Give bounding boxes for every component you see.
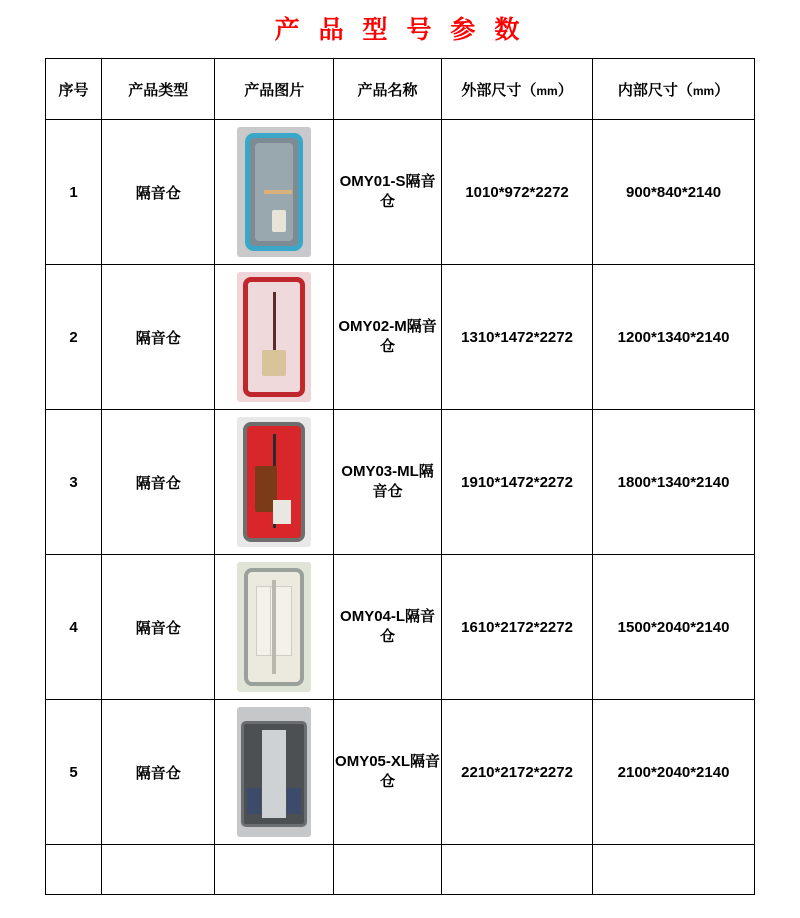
header-inner-size <box>593 59 755 120</box>
table-row <box>46 700 755 845</box>
cell-index <box>46 845 102 895</box>
header-row <box>46 59 755 120</box>
table-row <box>46 120 755 265</box>
table-body <box>46 120 755 895</box>
cell-index: 2 <box>46 265 102 410</box>
pod-frame <box>244 568 304 686</box>
cell-inner-size: 1800*1340*2140 <box>593 410 755 555</box>
cell-product-name <box>334 845 442 895</box>
spec-table-container <box>0 58 800 895</box>
pod-sofa-left <box>247 788 261 814</box>
cell-index: 4 <box>46 555 102 700</box>
cell-image <box>215 845 334 895</box>
cell-outer-size: 2210*2172*2272 <box>442 700 593 845</box>
cell-type <box>102 845 215 895</box>
cell-image <box>215 700 334 845</box>
cell-image <box>215 410 334 555</box>
cell-image <box>215 120 334 265</box>
cell-image <box>215 555 334 700</box>
page-title: 产 品 型 号 参 数 <box>274 16 526 44</box>
pod-door-right <box>270 730 286 818</box>
table-row <box>46 555 755 700</box>
cell-outer-size: 1910*1472*2272 <box>442 410 593 555</box>
header-outer-size-suffix: ） <box>557 81 573 99</box>
cell-product-name: OMY02-M隔音仓 <box>334 265 442 410</box>
cell-outer-size: 1010*972*2272 <box>442 120 593 265</box>
cell-inner-size: 1200*1340*2140 <box>593 265 755 410</box>
header-image: 产品图片 <box>215 59 334 120</box>
soundproof-pod-m-red-image <box>237 272 311 402</box>
cell-image <box>215 265 334 410</box>
cell-product-name: OMY04-L隔音仓 <box>334 555 442 700</box>
pod-frame <box>245 133 303 251</box>
pod-desk <box>264 190 292 194</box>
cell-inner-size: 900*840*2140 <box>593 120 755 265</box>
header-inner-size-text: 内部尺寸（ <box>617 81 693 99</box>
header-inner-size-suffix: ） <box>714 81 730 99</box>
pod-frame <box>243 277 305 397</box>
cell-outer-size: 1310*1472*2272 <box>442 265 593 410</box>
header-outer-size <box>442 59 593 120</box>
cell-inner-size: 1500*2040*2140 <box>593 555 755 700</box>
cell-outer-size: 1610*2172*2272 <box>442 555 593 700</box>
cell-type: 隔音仓 <box>102 410 215 555</box>
header-outer-size-text: 外部尺寸（ <box>461 81 537 99</box>
table-row <box>46 410 755 555</box>
pod-frame <box>241 721 307 827</box>
cell-inner-size: 2100*2040*2140 <box>593 700 755 845</box>
header-outer-size-unit: mm <box>536 83 558 98</box>
pod-stool <box>272 210 286 232</box>
pod-stool-right <box>270 350 286 376</box>
cell-outer-size <box>442 845 593 895</box>
pod-sofa-right <box>287 788 301 814</box>
cell-type: 隔音仓 <box>102 555 215 700</box>
table-header <box>46 59 755 120</box>
cell-product-name: OMY01-S隔音仓 <box>334 120 442 265</box>
pod-door-post <box>272 580 276 674</box>
header-name: 产品名称 <box>334 59 442 120</box>
soundproof-pod-xl-grey-image <box>237 707 311 837</box>
cell-product-name: OMY03-ML隔音仓 <box>334 410 442 555</box>
pod-cabinet <box>273 500 291 524</box>
soundproof-pod-ml-red-image <box>237 417 311 547</box>
product-spec-table <box>45 58 755 895</box>
cell-inner-size <box>593 845 755 895</box>
soundproof-pod-l-beige-image <box>237 562 311 692</box>
cell-type: 隔音仓 <box>102 265 215 410</box>
cell-type: 隔音仓 <box>102 120 215 265</box>
pod-frame <box>243 422 305 542</box>
table-row-empty <box>46 845 755 895</box>
header-inner-size-unit: mm <box>692 83 715 98</box>
cell-index: 5 <box>46 700 102 845</box>
soundproof-pod-s-blue-image <box>237 127 311 257</box>
header-index: 序号 <box>46 59 102 120</box>
cell-index: 3 <box>46 410 102 555</box>
cell-type: 隔音仓 <box>102 700 215 845</box>
table-row <box>46 265 755 410</box>
cell-product-name: OMY05-XL隔音仓 <box>334 700 442 845</box>
cell-index: 1 <box>46 120 102 265</box>
header-type: 产品类型 <box>102 59 215 120</box>
